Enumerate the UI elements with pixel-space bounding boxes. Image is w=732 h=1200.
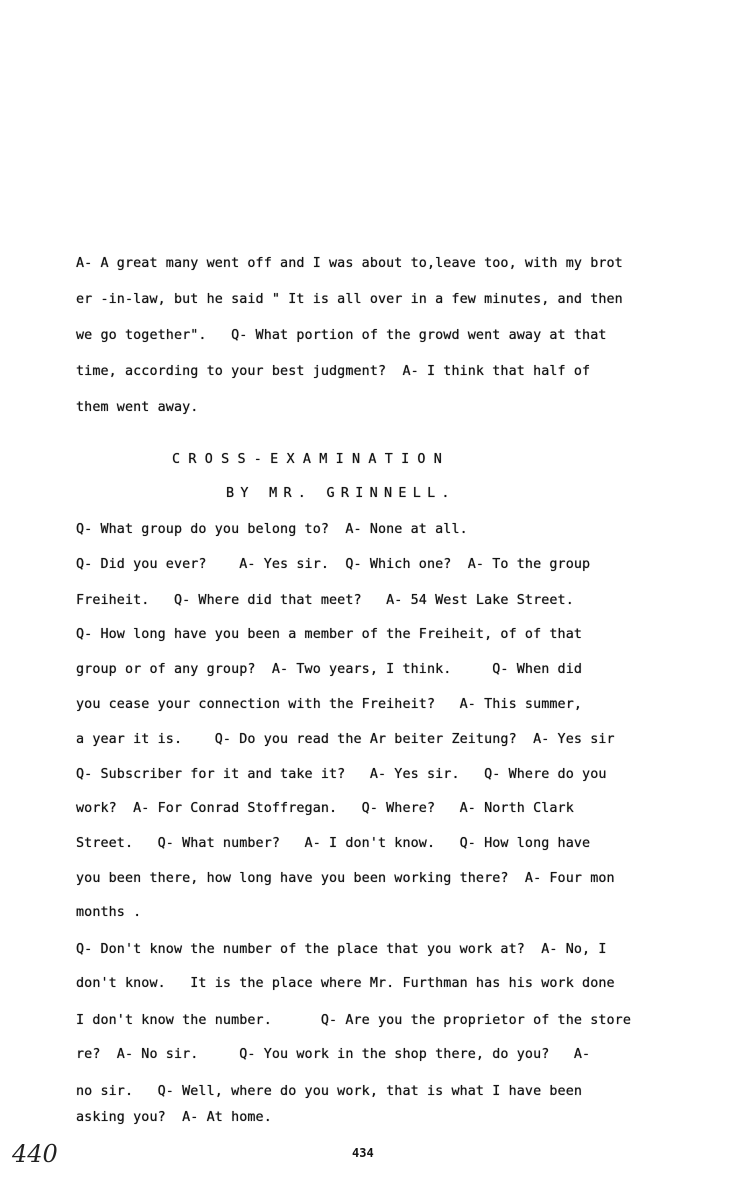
testimony-line: group or of any group? A- Two years, I think. Q- When did [76, 662, 583, 677]
handwritten-page-note: 440 [12, 1140, 58, 1168]
section-heading: CROSS-EXAMINATION [172, 452, 451, 467]
testimony-line: a year it is. Q- Do you read the Ar beiter Zeitung? A- Yes sir [76, 732, 615, 747]
testimony-line: Street. Q- What number? A- I don't know. Q- How long have [76, 836, 591, 851]
testimony-line: Q- What group do you belong to? A- None at all. [76, 522, 468, 537]
testimony-line: A- A great many went off and I was about to,leave too, with my brot [76, 256, 623, 271]
testimony-line: asking you? A- At home. [76, 1110, 272, 1125]
testimony-line: we go together". Q- What portion of the growd went away at that [76, 328, 607, 343]
testimony-line: you been there, how long have you been working there? A- Four mon [76, 871, 615, 886]
testimony-line: Q- How long have you been a member of the Freiheit, of of that [76, 627, 583, 642]
testimony-line: re? A- No sir. Q- You work in the shop there, do you? A- [76, 1047, 591, 1062]
testimony-line: work? A- For Conrad Stoffregan. Q- Where? A- North Clark [76, 801, 574, 816]
testimony-line: time, according to your best judgment? A- I think that half of [76, 364, 591, 379]
testimony-line: Q- Subscriber for it and take it? A- Yes sir. Q- Where do you [76, 767, 607, 782]
testimony-line: don't know. It is the place where Mr. Furthman has his work done [76, 976, 615, 991]
section-subheading: BY MR. GRINNELL. [226, 486, 456, 501]
testimony-line: Freiheit. Q- Where did that meet? A- 54 West Lake Street. [76, 593, 574, 608]
testimony-line: Q- Don't know the number of the place that you work at? A- No, I [76, 942, 607, 957]
testimony-line: you cease your connection with the Freiheit? A- This summer, [76, 697, 583, 712]
testimony-line: I don't know the number. Q- Are you the proprietor of the store [76, 1013, 632, 1028]
testimony-line: them went away. [76, 400, 199, 415]
testimony-line: er -in-law, but he said " It is all over in a few minutes, and then [76, 292, 623, 307]
testimony-line: no sir. Q- Well, where do you work, that is what I have been [76, 1084, 583, 1099]
testimony-line: Q- Did you ever? A- Yes sir. Q- Which one? A- To the group [76, 557, 591, 572]
page-number: 434 [352, 1146, 374, 1160]
testimony-line: months . [76, 905, 142, 920]
